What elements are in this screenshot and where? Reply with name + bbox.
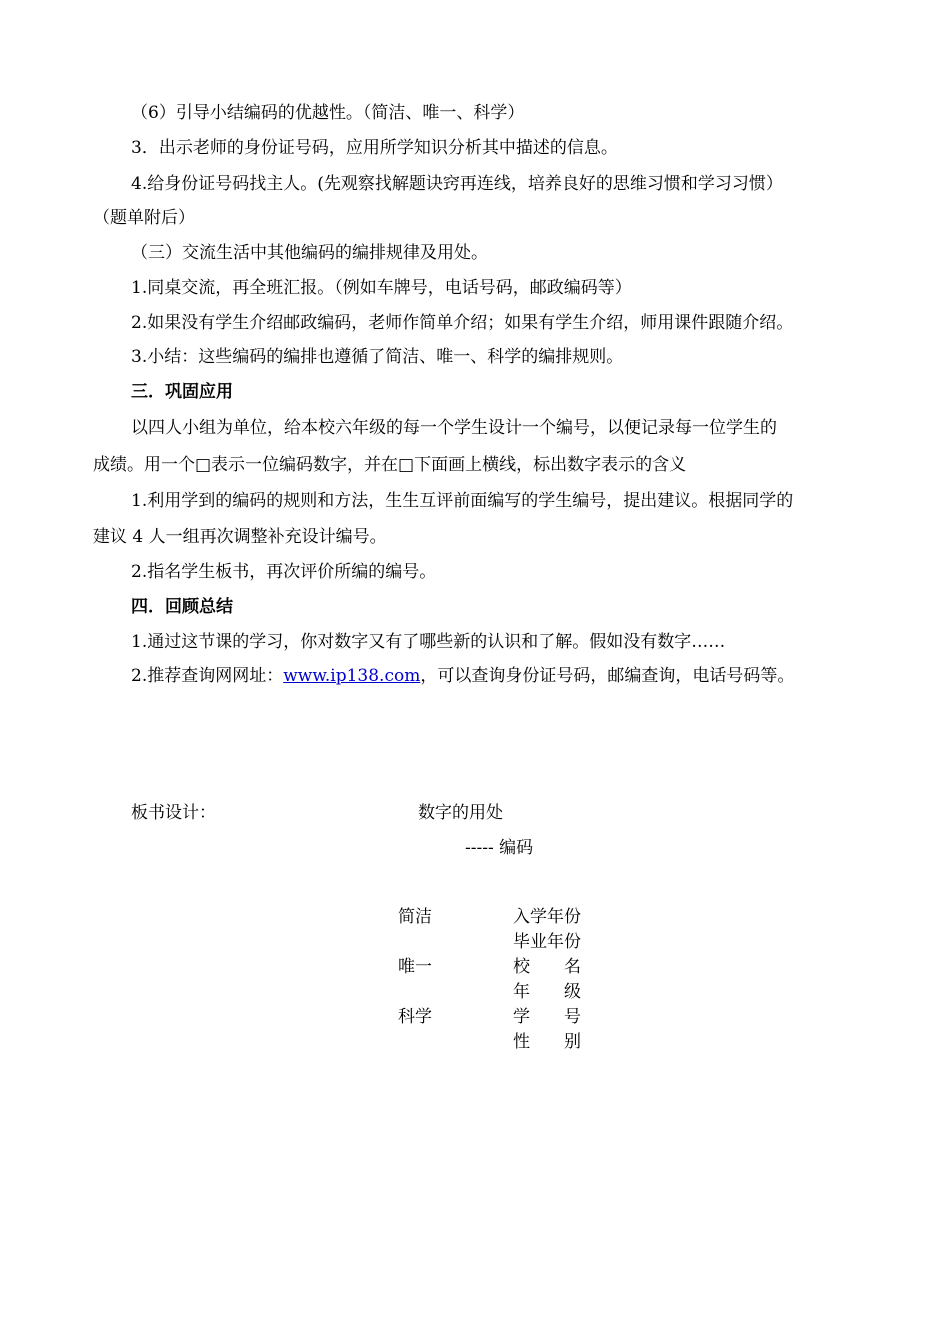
board-right-item: 入学年份 [513, 907, 581, 927]
paragraph-group-line2: 成绩。用一个□表示一位编码数字，并在□下面画上横线，标出数字表示的含义 [93, 455, 687, 475]
board-left-item: 简洁 [398, 907, 432, 927]
board-right-item: 毕业年份 [513, 932, 581, 952]
board-title: 数字的用处 [418, 803, 503, 823]
board-left-item: 唯一 [398, 957, 432, 977]
board-left-item: 科学 [398, 1007, 432, 1027]
website-suffix: ，可以查询身份证号码，邮编查询，电话号码等。 [420, 666, 795, 686]
board-subtitle: ----- 编码 [465, 838, 534, 858]
board-right-item: 校 名 [513, 957, 581, 977]
paragraph-rules-line1: 1.利用学到的编码的规则和方法，生生互评前面编写的学生编号，提出建议。根据同学的 [131, 491, 794, 511]
board-right-item: 性 别 [513, 1032, 581, 1052]
paragraph-group-line1: 以四人小组为单位，给本校六年级的每一个学生设计一个编号，以便记录每一位学生的 [131, 418, 777, 438]
paragraph-1: 1.同桌交流，再全班汇报。（例如车牌号，电话号码，邮政编码等） [131, 278, 632, 298]
paragraph-summary: 3.小结：这些编码的编排也遵循了简洁、唯一、科学的编排规则。 [131, 347, 624, 367]
heading-review: 四．回顾总结 [131, 597, 233, 617]
paragraph-4-line1: 4.给身份证号码找主人。(先观察找解题诀窍再连线，培养良好的思维习惯和学习习惯） [131, 174, 783, 194]
paragraph-board-writing: 2.指名学生板书，再次评价所编的编号。 [131, 562, 437, 582]
paragraph-rules-line2: 建议 4 人一组再次调整补充设计编号。 [93, 527, 387, 547]
board-right-item: 年 级 [513, 982, 581, 1002]
website-link[interactable]: www.ip138.com [283, 666, 421, 686]
paragraph-review-2 [131, 666, 794, 686]
section-three-heading: （三）交流生活中其他编码的编排规律及用处。 [131, 243, 488, 263]
paragraph-3: 3．出示老师的身份证号码，应用所学知识分析其中描述的信息。 [131, 138, 618, 158]
website-prefix: 2.推荐查询网网址： [131, 666, 284, 686]
paragraph-6: （6）引导小结编码的优越性。（简洁、唯一、科学） [131, 103, 525, 123]
board-right-item: 学 号 [513, 1007, 581, 1027]
paragraph-4-line2: （题单附后） [93, 208, 195, 228]
heading-consolidate: 三．巩固应用 [131, 382, 233, 402]
paragraph-review-1: 1.通过这节课的学习，你对数字又有了哪些新的认识和了解。假如没有数字…… [131, 632, 726, 652]
board-label: 板书设计： [131, 803, 216, 823]
paragraph-2: 2.如果没有学生介绍邮政编码，老师作简单介绍；如果有学生介绍，师用课件跟随介绍。 [131, 313, 794, 333]
